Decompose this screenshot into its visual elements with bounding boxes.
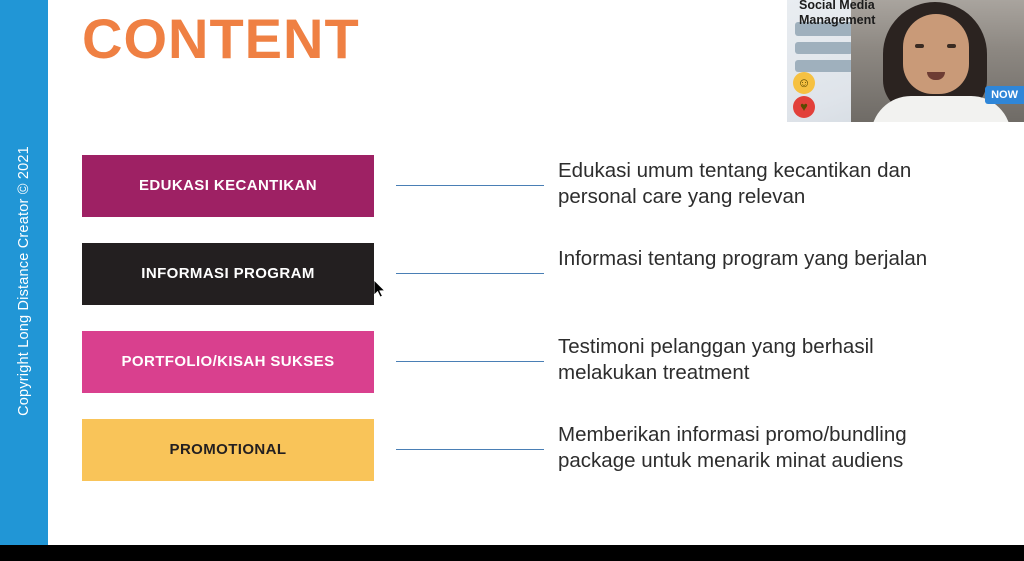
copyright-sidebar [0,0,48,561]
category-description: Testimoni pelanggan yang berhasil melakukan treatment [558,335,874,385]
copyright-text: Copyright Long Distance Creator © 2021 [16,145,32,416]
line-icon [396,273,544,274]
person-eye [915,44,924,48]
category-label-edukasi-kecantikan[interactable] [82,155,374,217]
category-label-promotional[interactable] [82,419,374,481]
webcam-overlay[interactable] [787,0,1024,122]
category-label-informasi-program[interactable] [82,243,374,305]
content-row [82,331,962,395]
connector-line [374,243,542,305]
category-description: Edukasi umum tentang kecantikan dan personal care yang relevan [558,159,912,209]
connector-line [374,331,542,393]
chat-bubble-icon [795,42,853,54]
category-label-text: PORTFOLIO/KISAH SUKSES [121,353,335,371]
now-button[interactable]: NOW [985,86,1024,104]
bottom-black-bar [0,545,1024,561]
category-label-text: EDUKASI KECANTIKAN [138,177,318,195]
category-label-portfolio-kisah-sukses[interactable] [82,331,374,393]
smiley-emoji-icon: ☺ [793,72,815,94]
line-icon [396,361,544,362]
page-title: CONTENT [82,7,360,70]
mouse-cursor-icon [374,280,386,298]
content-row [82,419,962,483]
webcam-overlay-title: Social Media Management [799,0,876,27]
person-eye [947,44,956,48]
category-label-text: INFORMASI PROGRAM [141,265,315,283]
content-row [82,243,962,307]
person-face [903,14,969,94]
heart-emoji-icon: ♥ [793,96,815,118]
connector-line [374,419,542,481]
line-icon [396,185,544,186]
content-row [82,155,962,219]
category-description: Memberikan informasi promo/bundling package untuk menarik minat audiens [558,423,907,473]
line-icon [396,449,544,450]
category-label-text: PROMOTIONAL [169,441,287,459]
connector-line [374,155,542,217]
category-description: Informasi tentang program yang berjalan [558,247,928,270]
